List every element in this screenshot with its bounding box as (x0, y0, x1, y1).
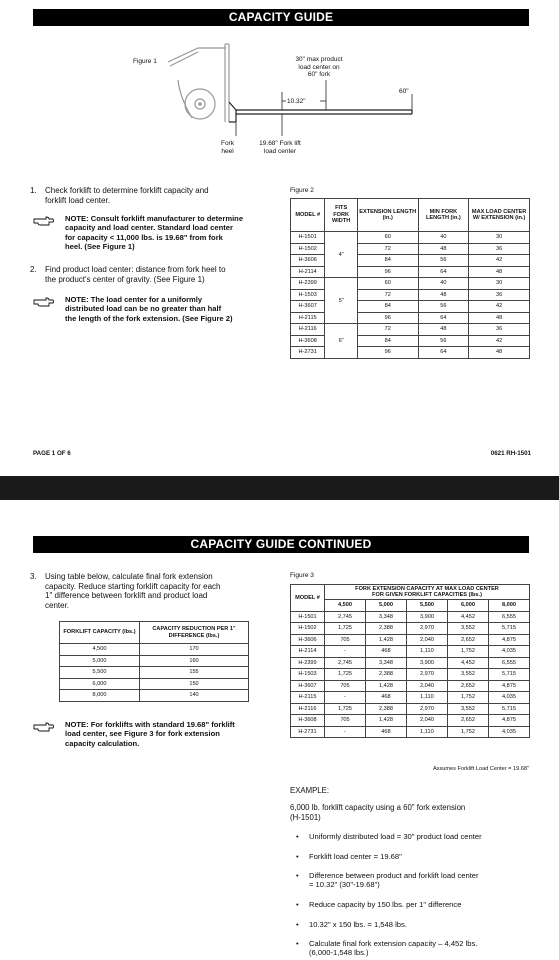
cell-capacity: - (325, 726, 366, 738)
cell-model: H-2114 (291, 646, 325, 658)
bullet-line: = 10.32" (30"-19.68") (309, 880, 380, 890)
note-1-line-2: capacity and load center. Standard load center (65, 223, 233, 233)
cell-fork-width: 6" (325, 324, 357, 359)
cell-capacity: 3,552 (447, 703, 488, 715)
cell-min-fork-length: 56 (418, 301, 469, 313)
cell-capacity: - (325, 646, 366, 658)
cell-extension-length: 84 (357, 335, 418, 347)
cell-min-fork-length: 40 (418, 278, 469, 290)
cell-capacity: 468 (365, 726, 406, 738)
capacity-header-row (291, 600, 530, 612)
cell-capacity: 2,745 (325, 611, 366, 623)
cell-model: H-1503 (291, 289, 325, 301)
header-forklift-capacity: FORKLIFT CAPACITY (lbs.) (60, 622, 140, 644)
cell-capacity: 3,348 (365, 611, 406, 623)
header-extension-length: EXTENSION LENGTH (in.) (357, 199, 418, 232)
product-load-center-label (286, 56, 352, 79)
cell-capacity: 2,652 (447, 715, 488, 727)
cell-capacity: 1,752 (447, 726, 488, 738)
example-intro-line-2: (H-1501) (290, 812, 321, 822)
pointing-hand-icon (33, 721, 55, 733)
note-3-line-3: capacity calculation. (65, 738, 140, 748)
note-3-line-2: load center, see Figure 3 for fork extension (65, 729, 220, 739)
header-capacity-reduction: CAPACITY REDUCTION PER 1" DIFFERENCE (lbs.) (140, 622, 249, 644)
cell-capacity: 4,875 (488, 634, 529, 646)
table-row (291, 611, 530, 623)
bullet-text (309, 920, 407, 929)
cell-model: H-1502 (291, 243, 325, 255)
bullet-line: Calculate final fork extension capacity – 4,452 lbs. (309, 939, 478, 948)
bullet-text (309, 832, 482, 841)
page-number: PAGE 1 OF 6 (33, 450, 71, 457)
table-row (60, 655, 249, 667)
load-center-line-1: 30" max product (295, 56, 343, 63)
cell-extension-length: 72 (357, 324, 418, 336)
step-3-line-3: 1" difference between forklift and product load (45, 591, 208, 600)
figure-2-body (291, 232, 530, 359)
table-row (291, 703, 530, 715)
header-model: MODEL # (291, 585, 325, 612)
step-1-line-2: forklift load center. (45, 195, 110, 205)
cell-extension-length: 96 (357, 266, 418, 278)
reduction-table-body (60, 644, 249, 702)
step-2-line-1: Find product load center: distance from fork heel to (45, 265, 226, 274)
note-1-line-3: for capacity < 11,000 lbs. is 19.68" from fork (65, 232, 223, 242)
figure-3-table (290, 584, 530, 738)
capacity-reduction-table (59, 621, 249, 702)
fork-lift-center-label (252, 140, 308, 155)
offset-label: 10.32" (287, 98, 306, 105)
cell-capacity: 3,552 (447, 623, 488, 635)
cell-max-load-center: 48 (469, 347, 530, 359)
header-capacity: 8,000 (488, 600, 529, 612)
cell-model: H-2399 (291, 278, 325, 290)
figure-3-footnote: Assumes Forklift Load Center = 19.68" (432, 766, 529, 772)
fork-heel-line-2: heel (221, 147, 234, 155)
step-number: 3. (30, 572, 37, 581)
cell-max-load-center: 42 (469, 335, 530, 347)
header-extension-capacity (325, 585, 530, 600)
step-number: 1. (30, 186, 37, 195)
cell-extension-length: 96 (357, 347, 418, 359)
table-group-header-row (291, 585, 530, 600)
cell-capacity: 1,428 (365, 634, 406, 646)
cell-capacity: 4,035 (488, 726, 529, 738)
cell-capacity: 3,552 (447, 669, 488, 681)
page-title: CAPACITY GUIDE (33, 9, 529, 26)
cell-forklift-capacity: 6,000 (60, 678, 140, 690)
cell-model: H-3607 (291, 680, 325, 692)
table-row (60, 678, 249, 690)
note-3-line-1: NOTE: For forklifts with standard 19.68" forklift (65, 720, 235, 729)
cell-capacity: 1,428 (365, 715, 406, 727)
bullet-dot: • (296, 832, 299, 841)
cell-capacity: 4,452 (447, 657, 488, 669)
cell-capacity: 6,555 (488, 657, 529, 669)
table-header-row (291, 199, 530, 232)
cell-model: H-2114 (291, 266, 325, 278)
table-row (291, 657, 530, 669)
cell-model: H-2731 (291, 347, 325, 359)
bullet-line: Uniformly distributed load = 30" product load center (309, 832, 482, 841)
page-divider (0, 476, 559, 500)
header-capacity: 5,000 (365, 600, 406, 612)
header-capacity: 5,500 (406, 600, 447, 612)
cell-capacity: 705 (325, 715, 366, 727)
figure-2-table (290, 198, 530, 359)
bullet-text (309, 871, 479, 890)
step-3-line-2: capacity. Reduce starting forklift capacity for each (45, 581, 221, 591)
table-header-row (60, 622, 249, 644)
cell-fork-width: 4" (325, 232, 357, 278)
cell-model: H-1501 (291, 611, 325, 623)
figure-3-body (291, 611, 530, 738)
cell-extension-length: 84 (357, 301, 418, 313)
cell-capacity: 2,040 (406, 715, 447, 727)
table-row (291, 232, 530, 244)
load-center-line-3: 60" fork (307, 71, 331, 78)
cell-capacity: 468 (365, 646, 406, 658)
fork-heel-label (221, 140, 234, 155)
cell-model: H-2731 (291, 726, 325, 738)
cell-min-fork-length: 48 (418, 324, 469, 336)
cell-model: H-2115 (291, 692, 325, 704)
cell-model: H-3607 (291, 301, 325, 313)
cell-forklift-capacity: 5,000 (60, 655, 140, 667)
table-row (291, 623, 530, 635)
header-capacity: 6,000 (447, 600, 488, 612)
cell-extension-length: 72 (357, 289, 418, 301)
cell-capacity: 4,875 (488, 715, 529, 727)
cell-extension-length: 60 (357, 232, 418, 244)
cell-forklift-capacity: 5,500 (60, 667, 140, 679)
example-intro (290, 803, 465, 822)
cell-model: H-1501 (291, 232, 325, 244)
cell-capacity: 3,348 (365, 657, 406, 669)
cell-capacity: 2,040 (406, 680, 447, 692)
cell-capacity: 705 (325, 680, 366, 692)
cell-min-fork-length: 56 (418, 335, 469, 347)
step-2-line-2: the product's center of gravity. (See Figure 1) (45, 274, 205, 284)
cell-capacity: 468 (365, 692, 406, 704)
cell-capacity: 5,715 (488, 703, 529, 715)
table-row (291, 726, 530, 738)
header-capacity: 4,500 (325, 600, 366, 612)
note-2-line-3: the length of the fork extension. (See Figure 2) (65, 313, 233, 323)
cell-min-fork-length: 40 (418, 232, 469, 244)
cell-max-load-center: 36 (469, 324, 530, 336)
table-row (60, 644, 249, 656)
group-header-line-2: FOR GIVEN FORKLIFT CAPACITIES (lbs.) (372, 592, 482, 598)
cell-capacity: 2,388 (365, 669, 406, 681)
cell-capacity: 1,110 (406, 692, 447, 704)
cell-max-load-center: 30 (469, 278, 530, 290)
group-header-line-1: FORK EXTENSION CAPACITY AT MAX LOAD CENTER (355, 585, 499, 592)
cell-capacity: 1,725 (325, 703, 366, 715)
cell-capacity: 1,110 (406, 726, 447, 738)
cell-model: H-3606 (291, 255, 325, 267)
bullet-text (309, 852, 402, 861)
header-min-fork-length: MIN FORK LENGTH (in.) (418, 199, 469, 232)
cell-capacity: 1,725 (325, 623, 366, 635)
table-row (60, 667, 249, 679)
cell-max-load-center: 42 (469, 301, 530, 313)
cell-capacity: 3,900 (406, 611, 447, 623)
cell-capacity-reduction: 170 (140, 644, 249, 656)
cell-max-load-center: 36 (469, 289, 530, 301)
document-code: 0621 RH-1501 (490, 450, 531, 457)
header-model: MODEL # (291, 199, 325, 232)
cell-max-load-center: 42 (469, 255, 530, 267)
cell-extension-length: 72 (357, 243, 418, 255)
cell-capacity: 1,110 (406, 646, 447, 658)
table-row (291, 634, 530, 646)
fork-lift-center-line-2: load center (263, 147, 297, 155)
cell-capacity: 1,752 (447, 646, 488, 658)
cell-capacity: 4,452 (447, 611, 488, 623)
bullet-dot: • (296, 900, 299, 909)
cell-max-load-center: 30 (469, 232, 530, 244)
figure-3-label: Figure 3 (290, 572, 314, 579)
cell-capacity: 1,428 (365, 680, 406, 692)
cell-capacity-reduction: 155 (140, 667, 249, 679)
bullet-line: Forklift load center = 19.68" (309, 851, 402, 861)
cell-capacity: 3,900 (406, 657, 447, 669)
cell-forklift-capacity: 4,500 (60, 644, 140, 656)
bullet-line: Difference between product and forklift load center (309, 871, 479, 880)
load-center-line-2: load center on (298, 63, 340, 71)
header-max-load-center: MAX LOAD CENTER W/ EXTENSION (in.) (469, 199, 530, 232)
cell-max-load-center: 48 (469, 266, 530, 278)
header-fork-width: FITS FORK WIDTH (325, 199, 357, 232)
pointing-hand-icon (33, 215, 55, 227)
cell-capacity: 4,035 (488, 646, 529, 658)
page-one (0, 0, 559, 476)
cell-capacity: 4,035 (488, 692, 529, 704)
cell-capacity: 5,715 (488, 669, 529, 681)
example-heading: EXAMPLE: (290, 786, 329, 795)
cell-capacity-reduction: 150 (140, 678, 249, 690)
table-row (291, 715, 530, 727)
step-1-line-1: Check forklift to determine forklift capacity and (45, 186, 209, 195)
cell-capacity-reduction: 160 (140, 655, 249, 667)
bullet-dot: • (296, 851, 299, 861)
figure-2-label: Figure 2 (290, 187, 314, 194)
cell-max-load-center: 36 (469, 243, 530, 255)
cell-model: H-1503 (291, 669, 325, 681)
cell-model: H-3608 (291, 715, 325, 727)
cell-capacity: 2,388 (365, 623, 406, 635)
cell-model: H-1502 (291, 623, 325, 635)
cell-extension-length: 96 (357, 312, 418, 324)
cell-extension-length: 84 (357, 255, 418, 267)
bullet-dot: • (296, 919, 299, 929)
cell-model: H-3606 (291, 634, 325, 646)
cell-model: H-2116 (291, 703, 325, 715)
cell-min-fork-length: 48 (418, 289, 469, 301)
bullet-line: Reduce capacity by 150 lbs. per 1" difference (309, 900, 462, 909)
cell-max-load-center: 48 (469, 312, 530, 324)
cell-model: H-2116 (291, 324, 325, 336)
cell-capacity: 1,752 (447, 692, 488, 704)
cell-capacity: 2,970 (406, 703, 447, 715)
cell-capacity: 2,970 (406, 669, 447, 681)
step-3-line-4: center. (45, 600, 70, 610)
fork-heel-line-1: Fork (221, 140, 234, 147)
note-1-line-1: NOTE: Consult forklift manufacturer to determine (65, 214, 244, 223)
bullet-line: (6,000-1,548 lbs.) (309, 948, 369, 958)
cell-min-fork-length: 56 (418, 255, 469, 267)
fork-lift-center-line-1: 19.68" Fork lift (259, 140, 301, 147)
cell-capacity: - (325, 692, 366, 704)
cell-min-fork-length: 64 (418, 347, 469, 359)
note-2-line-2: distributed load can be no greater than half (65, 304, 222, 314)
step-number: 2. (30, 265, 37, 274)
bullet-dot: • (296, 871, 299, 880)
page-two (0, 500, 559, 960)
table-row (291, 692, 530, 704)
cell-capacity: 2,652 (447, 680, 488, 692)
example-intro-line-1: 6,000 lb. forklift capacity using a 60" fork extension (290, 803, 466, 812)
cell-capacity: 5,715 (488, 623, 529, 635)
cell-capacity: 2,652 (447, 634, 488, 646)
cell-model: H-2399 (291, 657, 325, 669)
figure-1-label: Figure 1 (133, 58, 157, 65)
bullet-text (309, 939, 477, 958)
cell-fork-width: 5" (325, 278, 357, 324)
pointing-hand-icon (33, 296, 55, 308)
bullet-dot: • (296, 939, 299, 948)
cell-capacity: 4,875 (488, 680, 529, 692)
cell-min-fork-length: 64 (418, 266, 469, 278)
step-3-line-1: Using table below, calculate final fork extension (45, 572, 213, 581)
note-1-line-4: heel. (See Figure 1) (65, 241, 135, 251)
cell-capacity: 705 (325, 634, 366, 646)
cell-min-fork-length: 48 (418, 243, 469, 255)
cell-capacity: 2,970 (406, 623, 447, 635)
table-row (60, 690, 249, 702)
bullet-text (309, 900, 461, 909)
page-title: CAPACITY GUIDE CONTINUED (33, 536, 529, 553)
cell-capacity: 2,745 (325, 657, 366, 669)
cell-capacity-reduction: 140 (140, 690, 249, 702)
cell-model: H-3608 (291, 335, 325, 347)
table-row (291, 646, 530, 658)
table-row (291, 324, 530, 336)
cell-min-fork-length: 64 (418, 312, 469, 324)
table-row (291, 680, 530, 692)
cell-capacity: 6,555 (488, 611, 529, 623)
forklift-diagram (150, 40, 420, 150)
note-2-line-1: NOTE: The load center for a uniformly (65, 295, 203, 304)
cell-capacity: 2,040 (406, 634, 447, 646)
cell-forklift-capacity: 8,000 (60, 690, 140, 702)
cell-extension-length: 60 (357, 278, 418, 290)
table-row (291, 669, 530, 681)
cell-capacity: 1,725 (325, 669, 366, 681)
table-row (291, 278, 530, 290)
cell-model: H-2115 (291, 312, 325, 324)
cell-capacity: 2,388 (365, 703, 406, 715)
bullet-line: 10.32" x 150 lbs. = 1,548 lbs. (309, 919, 407, 929)
fork-length-label: 60" (399, 88, 409, 95)
